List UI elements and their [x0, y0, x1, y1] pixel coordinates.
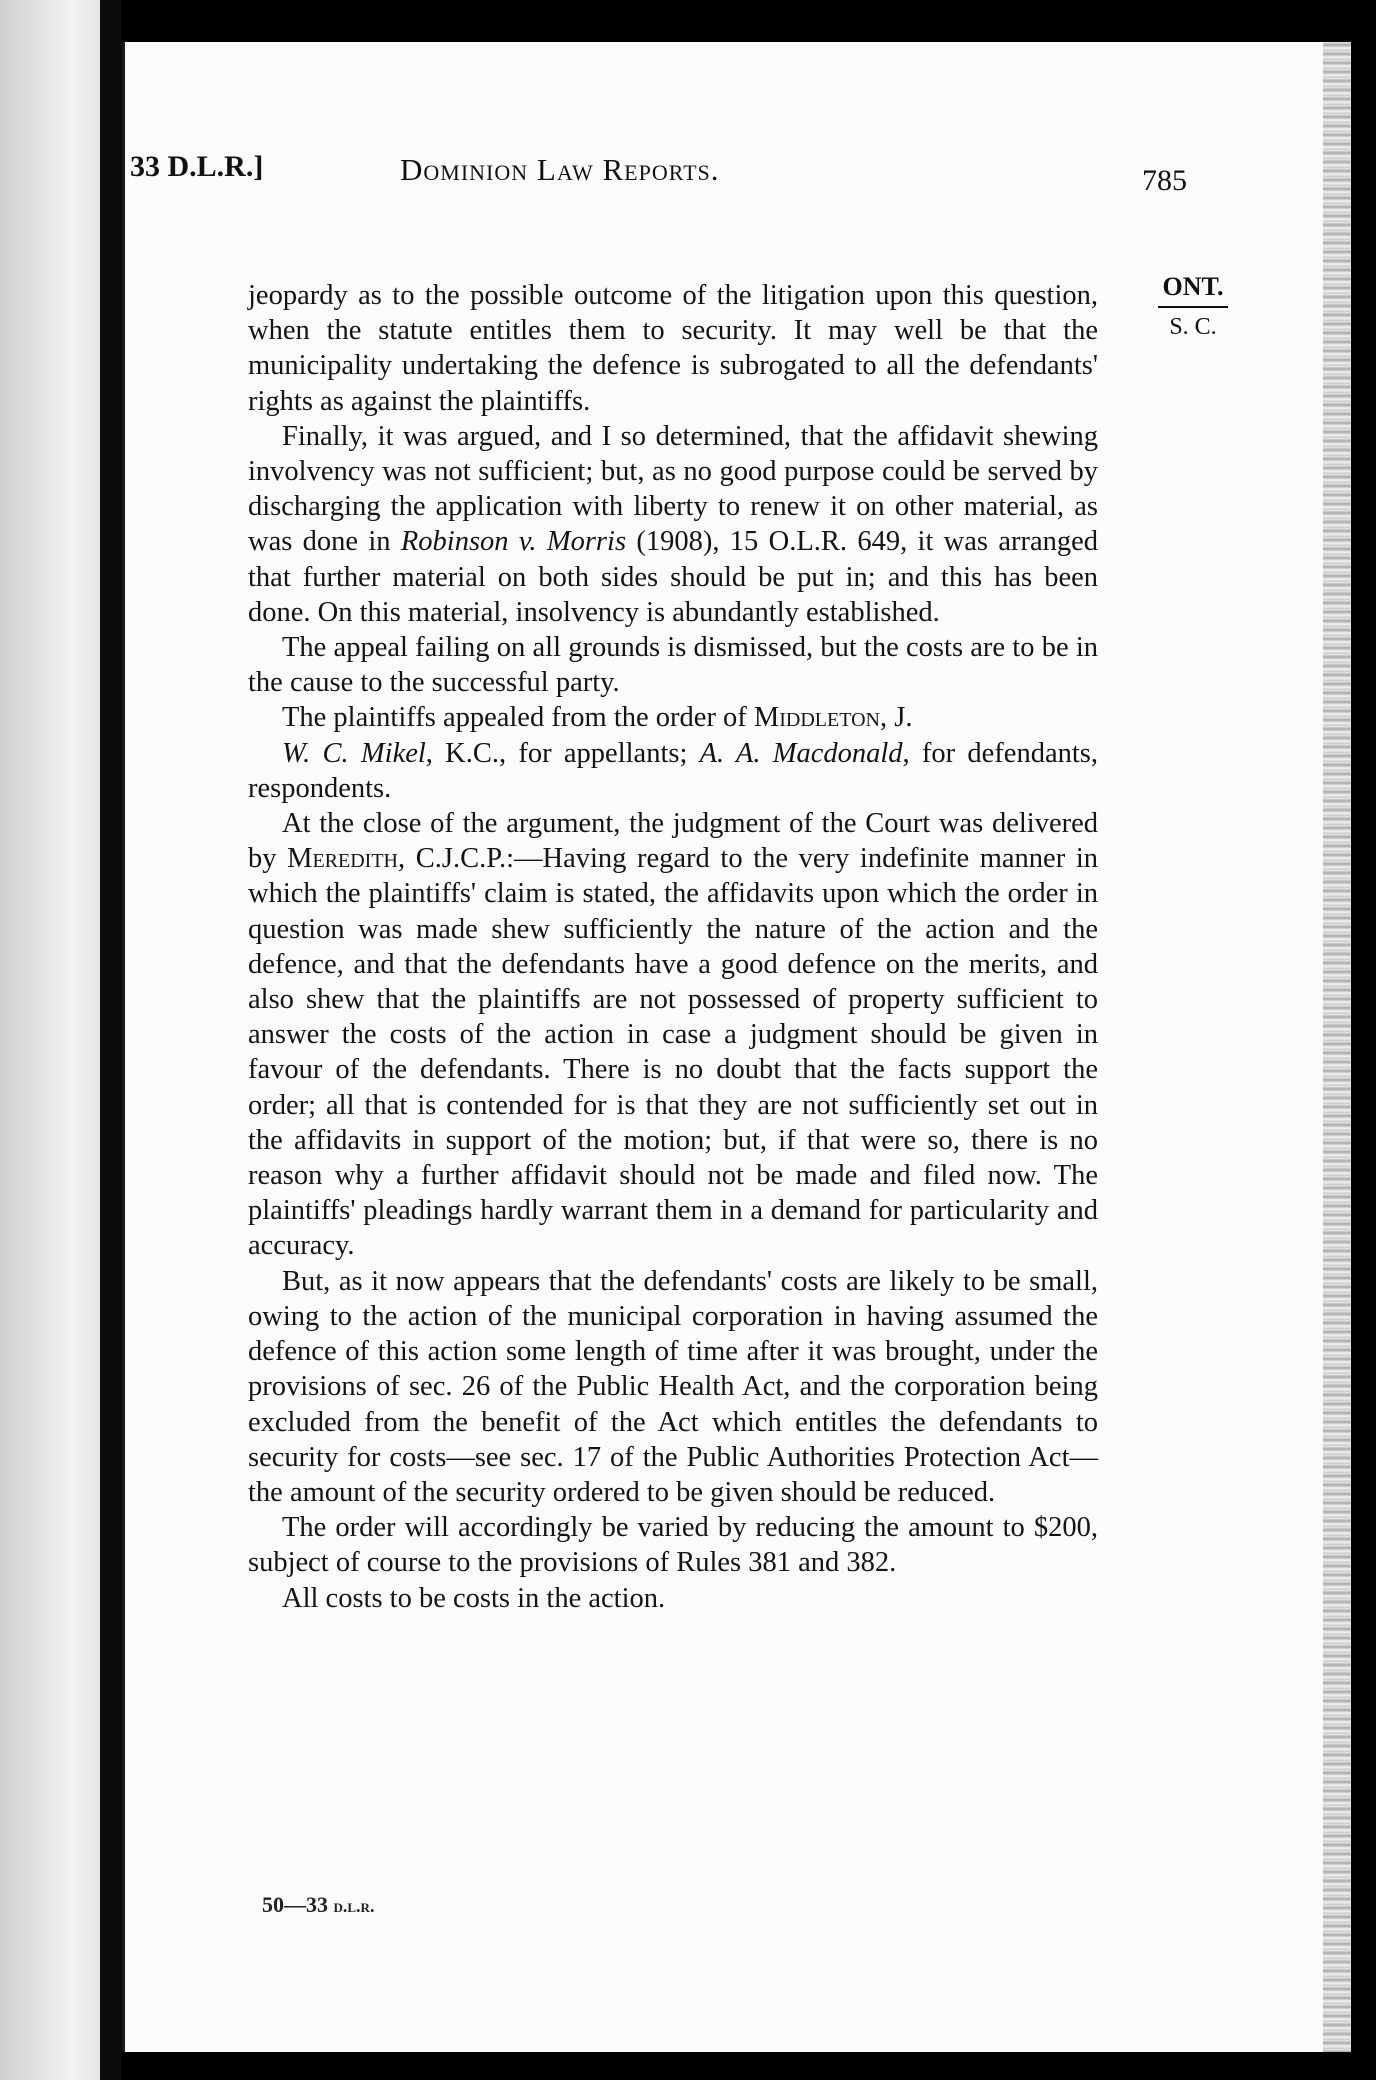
- paragraph-appeal-dismissed: The appeal failing on all grounds is dismissed, but the costs are to be in the cause to the successful party.: [248, 632, 1098, 699]
- judgment-text: [248, 278, 1098, 1616]
- paragraph-costs: All costs to be costs in the action.: [282, 1582, 666, 1614]
- court-margin-note: [1158, 272, 1228, 341]
- chief-justice-name: Meredith: [287, 843, 399, 875]
- page-number: 785: [1142, 164, 1187, 197]
- printer-signature: [262, 1892, 374, 1918]
- province-code: ONT.: [1158, 272, 1228, 308]
- paragraph-security-reduced: But, as it now appears that the defendants' costs are likely to be small, owing to the action of the municipal corporation in having assumed the defence of this action some length of time after it was brought, under the provisions of sec. 26 of the Public Health Act, and the corporation being excluded from the benefit of the Act which entitles the defendants to security for costs—see sec. 17 of the Public Authorities Protection Act—the amount of the security ordered to be given should be reduced.: [248, 1265, 1098, 1508]
- paragraph-counsel: W. C. Mikel, K.C., for appellants; A. A. Macdonald, for defendants, respondents.: [248, 737, 1098, 804]
- paragraph-order-varied: The order will accordingly be varied by reducing the amount to $200, subject of course to the provisions of Rules 381 and 382.: [248, 1512, 1098, 1579]
- paragraph-affidavit: Finally, it was argued, and I so determined, that the affidavit shewing involvency was not sufficient; but, as no good purpose could be served by discharging the application with liberty to renew it on other material, as was done in Robinson v. Morris (1908), 15 O.L.R. 649, it was arranged that further material on both sides should be put in; and this has been done. On this material, insolvency is abundantly established.: [248, 420, 1099, 628]
- case-citation: Robinson v. Morris: [400, 526, 627, 558]
- volume-citation: 33 D.L.R.]: [130, 150, 264, 183]
- court-division: S. C.: [1169, 314, 1217, 340]
- paragraph-appeal-statement: The plaintiffs appealed from the order of Middleton, J.: [282, 702, 913, 734]
- paragraph-judgment: At the close of the argument, the judgment of the Court was delivered by Meredith, C.J.C.P.:—Having regard to the very indefinite manner in which the plaintiffs' claim is stated, the affidavits upon which the order in question was made shew sufficiently the nature of the action and the defence, and that the defendants have a good defence on the merits, and also shew that the plaintiffs are not possessed of property sufficient to answer the costs of the action in case a judgment should be given in favour of the defendants. There is no doubt that the facts support the order; all that is contended for is that they are not sufficiently set out in the affidavits in support of the motion; but, if that were so, there is no reason why a further affidavit should not be made and filed now. The plaintiffs' pleadings hardly warrant them in a demand for particularity and accuracy.: [248, 808, 1098, 1262]
- judge-name: Middleton: [753, 702, 880, 734]
- paragraph-continuation: jeopardy as to the possible outcome of the litigation upon this question, when the statute entitles them to security. It may well be that the municipality undertaking the defence is subrogated to all the defendants' rights as against the plaintiffs.: [248, 280, 1098, 417]
- reporter-title: Dominion Law Reports.: [400, 152, 720, 187]
- counsel-appellants: W. C. Mikel: [282, 737, 426, 769]
- counsel-respondents: A. A. Macdonald: [699, 737, 903, 769]
- signature-abbr: d.l.r.: [333, 1896, 375, 1916]
- running-header: [130, 150, 1187, 200]
- page-fore-edge: [1323, 42, 1351, 2052]
- binding-gutter: [100, 0, 122, 2080]
- signature-number: 50—33: [262, 1892, 328, 1917]
- previous-page-edge: [0, 0, 100, 2080]
